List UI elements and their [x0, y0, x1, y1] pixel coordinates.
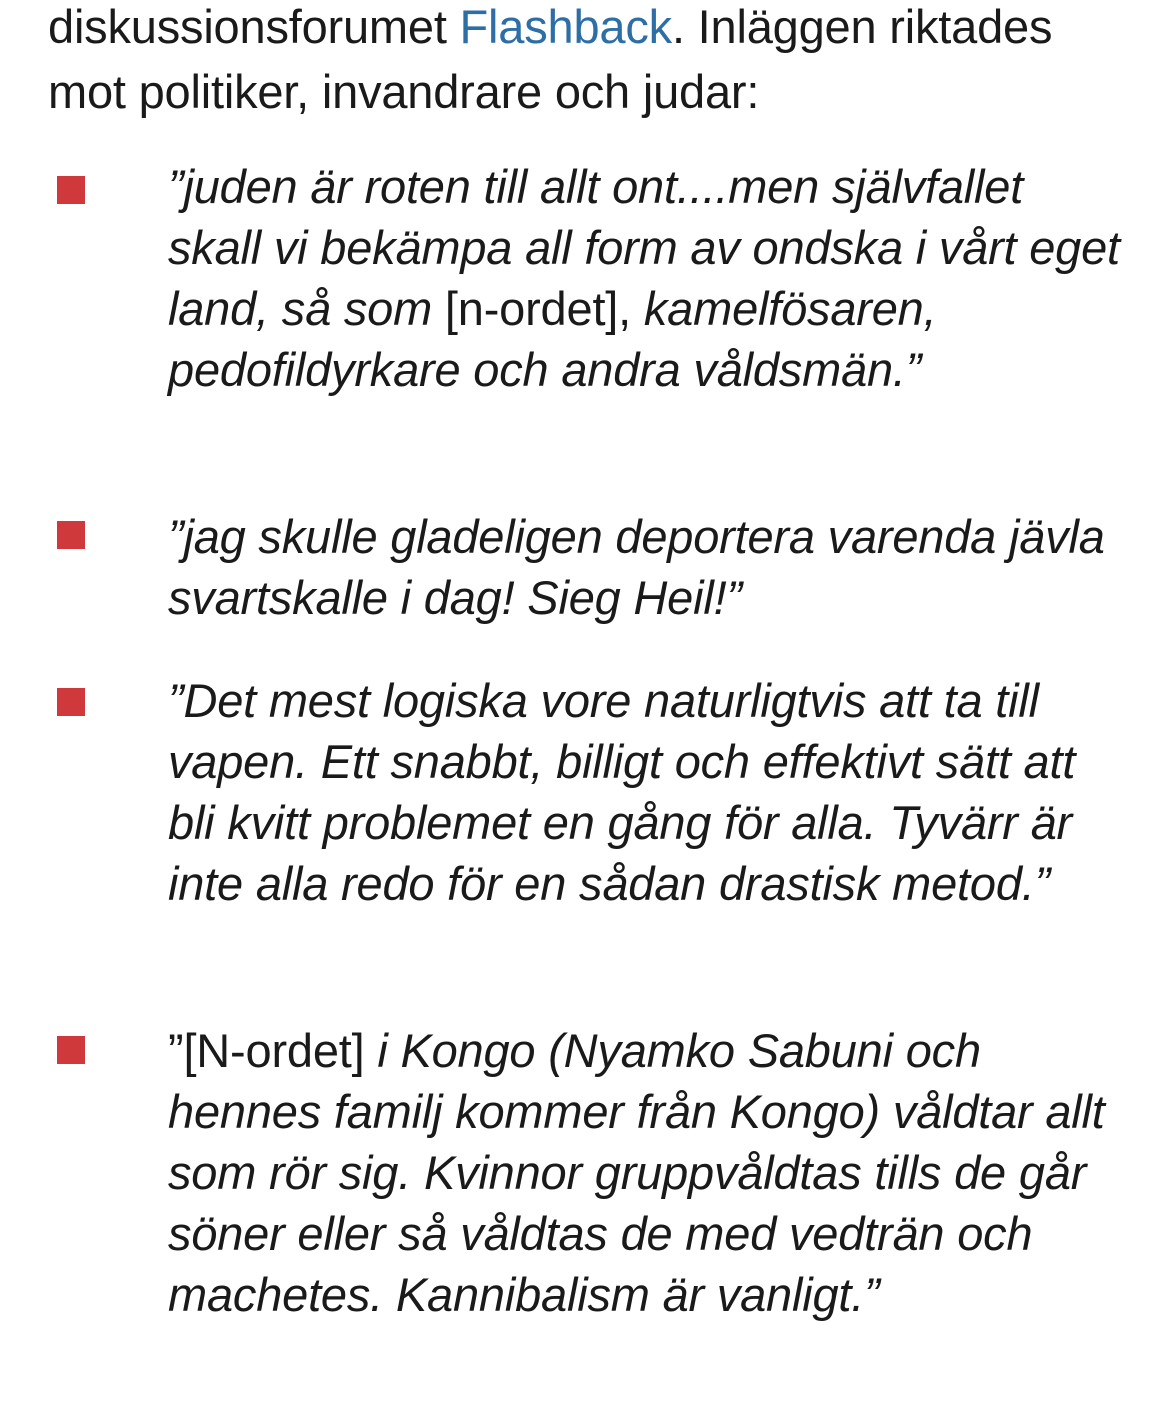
n-word-placeholder: [n-ordet],	[444, 282, 632, 335]
red-square-bullet-icon	[57, 521, 85, 549]
intro-text-after: . Inläggen riktades mot politiker, invandrare och judar:	[48, 0, 1053, 118]
n-word-placeholder: ”[N-ordet]	[168, 1024, 365, 1077]
quote-text: ”juden är roten till allt ont....men självfallet skall vi bekämpa all form av ondska i vårt eget land, så som [n-ordet], kamelfösaren, pedofildyrkare och andra våldsmän.”	[168, 160, 1120, 396]
intro-paragraph	[48, 0, 1138, 124]
red-square-bullet-icon	[57, 176, 85, 204]
intro-text-before: diskussionsforumet	[48, 0, 460, 53]
quote-text: ”[N-ordet] i Kongo (Nyamko Sabuni och hennes familj kommer från Kongo) våldtar allt som rör sig. Kvinnor gruppvåldtas tills de går söner eller så våldtas de med vedträn och machetes. Kannibalism är vanligt.”	[168, 1024, 1105, 1321]
red-square-bullet-icon	[57, 1036, 85, 1064]
flashback-link[interactable]: Flashback	[459, 0, 672, 53]
quote-text: ”Det mest logiska vore naturligtvis att ta till vapen. Ett snabbt, billigt och effektivt sätt att bli kvitt problemet en gång för alla. Tyvärr är inte alla redo för en sådan drastisk metod.”	[168, 674, 1076, 910]
quote-text: ”jag skulle gladeligen deportera varenda jävla svartskalle i dag! Sieg Heil!”	[168, 510, 1105, 624]
red-square-bullet-icon	[57, 688, 85, 716]
